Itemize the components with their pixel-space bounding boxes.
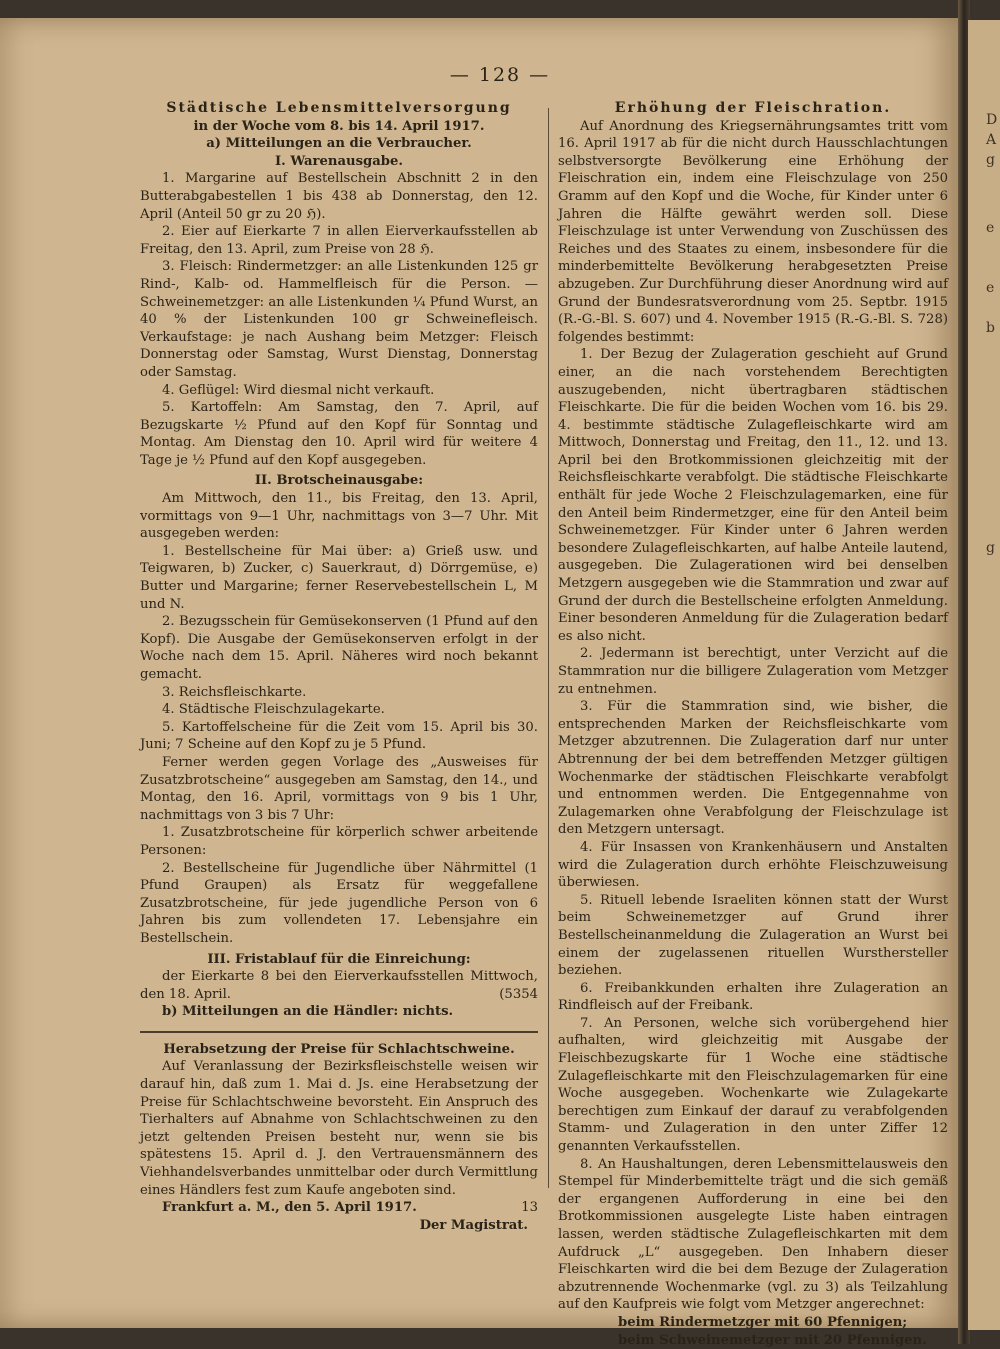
- heading-warenausgabe: I. Warenausgabe.: [274, 153, 403, 169]
- signature: Der Magistrat.: [419, 1217, 528, 1233]
- paragraph: 5. Kartoffelscheine für die Zeit vom 15. April bis 30. Juni; 7 Scheine auf den Kopf zu je 5 Pfund.: [140, 719, 538, 753]
- paragraph: 2. Bestellscheine für Jugendliche über Nährmittel (1 Pfund Graupen) als Ersatz für weggefallene Zusatzbrotscheine, für jede jugendliche Person von 6 Jahren bis zum vollendeten 17. Lebensjahre ein Bestellschein.: [140, 860, 538, 946]
- paragraph: 3. Für die Stammration sind, wie bisher, die entsprechenden Marken der Reichsfleischkarte vom Metzger abzutrennen. Die Zulageration darf nur unter Abtrennung der bei dem betreffenden Metzger gültigen Wochenmarke der städtischen Fleischkarte verabfolgt und entnommen werden. Die Entgegennahme von Zulagemarken ohne Verabfolgung der Fleischzulage ist den Metzgern untersagt.: [558, 699, 948, 838]
- paragraph: 3. Reichsfleischkarte.: [162, 684, 307, 700]
- right-column: [558, 100, 948, 1349]
- place-date: Frankfurt a. M., den 5. April 1917.: [162, 1200, 417, 1216]
- next-page-fragment: e: [986, 280, 995, 296]
- paragraph: 2. Bezugsschein für Gemüsekonserven (1 Pfund auf den Kopf). Die Ausgabe der Gemüsekonserven erfolgt in der Woche nach dem 15. April. Näheres wird noch bekannt gemacht.: [140, 614, 538, 682]
- paragraph: 1. Der Bezug der Zulageration geschieht auf Grund einer, an die nach vorstehendem Berechtigten auszugebenden, nicht übertragbaren städtischen Fleischkarte. Die für die beiden Wochen vom 16. bis 29. 4. bestimmte städtische Zulagefleischkarte wird am Mittwoch, Donnerstag und Freitag, den 11., 12. und 13. April bei den Brotkommissionen gleichzeitig mit der Reichsfleischkarte verabfolgt. Die städtische Fleischkarte enthält für jede Woche 2 Fleischzulagemarken, eine für den Anteil beim Rindermetzger, eine für den Anteil beim Schweinemetzger. Für Kinder unter 6 Jahren werden besondere Zulagefleischkarten, auf halbe Anteile lautend, ausgegeben. Die Zulagerationen wird bei denselben Metzgern ausgegeben wie die Stammration und zwar auf Grund der durch die Bestellscheine erfolgten Anmeldung. Einer besonderen Anmeldung für die Zulageration bedarf es also nicht.: [558, 347, 948, 644]
- paragraph: 6. Freibankkunden erhalten ihre Zulageration an Rindfleisch auf der Freibank.: [558, 980, 948, 1014]
- paragraph: 1. Zusatzbrotscheine für körperlich schwer arbeitende Personen:: [140, 825, 538, 858]
- heading-brotscheinausgabe: II. Brotscheinausgabe:: [254, 473, 424, 489]
- place-date-line: [140, 1199, 538, 1217]
- next-page-fragment: g: [986, 540, 995, 556]
- paragraph: 7. An Personen, welche sich vorübergehend hier aufhalten, wird gleichzeitig mit Ausgabe der Fleischbezugskarte für 1 Woche eine städtische Zulagefleischkarte mit den Fleischzulagemarken für eine Woche ausgegeben. Wochenkarte wie Zulagekarte berechtigen zum Einkauf der darauf zu verabfolgenden Stamm- und Zulageration in den unter Ziffer 12 genannten Verkaufsstellen.: [558, 1015, 948, 1155]
- paragraph-text: der Eierkarte 8 bei den Eierverkaufsstellen Mittwoch, den 18. April.: [140, 969, 538, 1002]
- horizontal-rule: [140, 1021, 538, 1033]
- paragraph: Ferner werden gegen Vorlage des „Ausweises für Zusatzbrotscheine“ ausgegeben am Samstag, den 14., und Montag, den 16. April, vormittags von 9 bis 1 Uhr, nachmittags von 3 bis 7 Uhr:: [140, 754, 538, 823]
- paragraph: 4. Geflügel: Wird diesmal nicht verkauft.: [162, 382, 435, 398]
- section-a-heading: a) Mitteilungen an die Verbraucher.: [206, 136, 472, 152]
- price-line: beim Rindermetzger mit 60 Pfennigen;: [618, 1314, 908, 1330]
- paragraph: [140, 968, 538, 1003]
- heading-fristablauf: III. Fristablauf für die Einreichung:: [207, 951, 471, 967]
- left-title: Städtische Lebensmittelversorgung: [166, 100, 512, 116]
- paragraph: 3. Fleisch: Rindermetzger: an alle Listenkunden 125 gr Rind-, Kalb- od. Hammelfleisch für die Person. — Schweinemetzger: an alle Listenkunden ¼ Pfund Wurst, an 40 % der Listenkunden 100 gr Schweinefleisch. Verkaufstage: je nach Aushang beim Metzger: Fleisch Donnerstag oder Samstag, Wurst Dienstag, Donnerstag oder Samstag.: [140, 259, 538, 380]
- next-page-fragment: D: [986, 112, 998, 128]
- paragraph: 5. Kartoffeln: Am Samstag, den 7. April, auf Bezugskarte ½ Pfund auf den Kopf für Sonntag und Montag. Am Dienstag den 10. April wird für weitere 4 Tage je ½ Pfund auf den Kopf ausgegeben.: [140, 400, 538, 468]
- price-line: beim Schweinemetzger mit 20 Pfennigen.: [618, 1332, 927, 1348]
- paragraph: 5. Rituell lebende Israeliten können statt der Wurst beim Schweinemetzger auf Grund ihrer Bestellscheinanmeldung die Zulageration an Wurst bei einem der zugelassenen rituellen Wursthersteller beziehen.: [558, 892, 948, 979]
- paragraph: 4. Städtische Fleischzulagekarte.: [162, 702, 385, 718]
- paragraph: 1. Bestellscheine für Mai über: a) Grieß usw. und Teigwaren, b) Zucker, c) Sauerkraut, d) Dörrgemüse, e) Butter und Margarine; ferner Reservebestellschein L, M und N.: [140, 543, 538, 612]
- place-number: 13: [521, 1200, 538, 1216]
- paragraph: 2. Jedermann ist berechtigt, unter Verzicht auf die Stammration nur die billigere Zulageration vom Metzger zu entnehmen.: [558, 646, 948, 697]
- paragraph: 1. Margarine auf Bestellschein Abschnitt 2 in den Butterabgabestellen 1 bis 438 ab Donnerstag, den 12. April (Anteil 50 gr zu 20 ℌ).: [140, 171, 538, 222]
- column-divider: [548, 108, 549, 1188]
- section-b-heading: b) Mitteilungen an die Händler: nichts.: [162, 1004, 454, 1020]
- paragraph: 8. An Haushaltungen, deren Lebensmittelausweis den Stempel für Minderbemittelte trägt und die sich gemäß der ergangenen Aufforderung in eine bei den Brotkommissionen ausgelegte Liste haben eintragen lassen, werden städtische Zulagefleischkarten mit dem Aufdruck „L“ ausgegeben. Den Inhabern dieser Fleischkarten wird die bei dem Bezuge der Zulageration abzutrennende Wochenmarke (vgl. zu 3) als Teilzahlung auf den Kaufpreis wie folgt vom Metzger angerechnet:: [558, 1156, 948, 1313]
- left-subtitle: in der Woche vom 8. bis 14. April 1917.: [193, 118, 485, 134]
- next-page-fragment: e: [986, 220, 995, 236]
- right-title: Erhöhung der Fleischration.: [614, 100, 892, 116]
- next-page-fragment: g: [986, 152, 995, 168]
- page-number: — 128 —: [449, 64, 551, 86]
- heading-herabsetzung: Herabsetzung der Preise für Schlachtschweine.: [163, 1041, 515, 1057]
- paragraph: Am Mittwoch, den 11., bis Freitag, den 13. April, vormittags von 9—1 Uhr, nachmittags von 3—7 Uhr. Mit ausgegeben werden:: [140, 491, 538, 542]
- paragraph: Auf Veranlassung der Bezirksfleischstelle weisen wir darauf hin, daß zum 1. Mai d. Js. eine Herabsetzung der Preise für Schlachtschweine bevorsteht. Ein Anspruch des Tierhalters auf Abnahme von Schlachtschweinen zu den jetzt geltenden Preisen besteht nur, wenn sie bis spätestens 15. April d. J. den Vertrauensmännern des Viehhandelsverbandes unmittelbar oder durch Vermittlung eines Händlers fest zum Kaufe angeboten sind.: [140, 1059, 538, 1198]
- paragraph: 2. Eier auf Eierkarte 7 in allen Eierverkaufsstellen ab Freitag, den 13. April, zum Preise von 28 ℌ.: [140, 224, 538, 257]
- paragraph: Auf Anordnung des Kriegsernährungsamtes tritt vom 16. April 1917 ab für die nicht durch Hausschlachtungen selbstversorgte Bevölkerung eine Erhöhung der Fleischration ein, indem eine Fleischzulage von 250 Gramm auf den Kopf und die Woche, für Kinder unter 6 Jahren die Hälfte gewährt werden soll. Diese Fleischzulage ist unter Verwendung von Zuschüssen des Reiches und des Staates zu einem, insbesondere für die minderbemittelte Bevölkerung herabgesetzten Preise abzugeben. Zur Durchführung dieser Anordnung wird auf Grund der Bundesratsverordnung vom 25. Septbr. 1915 (R.-G.-Bl. S. 607) und 4. November 1915 (R.-G.-Bl. S. 728) folgendes bestimmt:: [558, 118, 948, 345]
- next-page-fragment: b: [986, 320, 995, 336]
- next-page-edge: [968, 20, 1000, 1330]
- left-column: [140, 100, 538, 1234]
- next-page-fragment: A: [986, 132, 997, 148]
- reference-number: (5354: [499, 986, 538, 1002]
- paragraph: 4. Für Insassen von Krankenhäusern und Anstalten wird die Zulageration durch erhöhte Fleischzuweisung überwiesen.: [558, 839, 948, 891]
